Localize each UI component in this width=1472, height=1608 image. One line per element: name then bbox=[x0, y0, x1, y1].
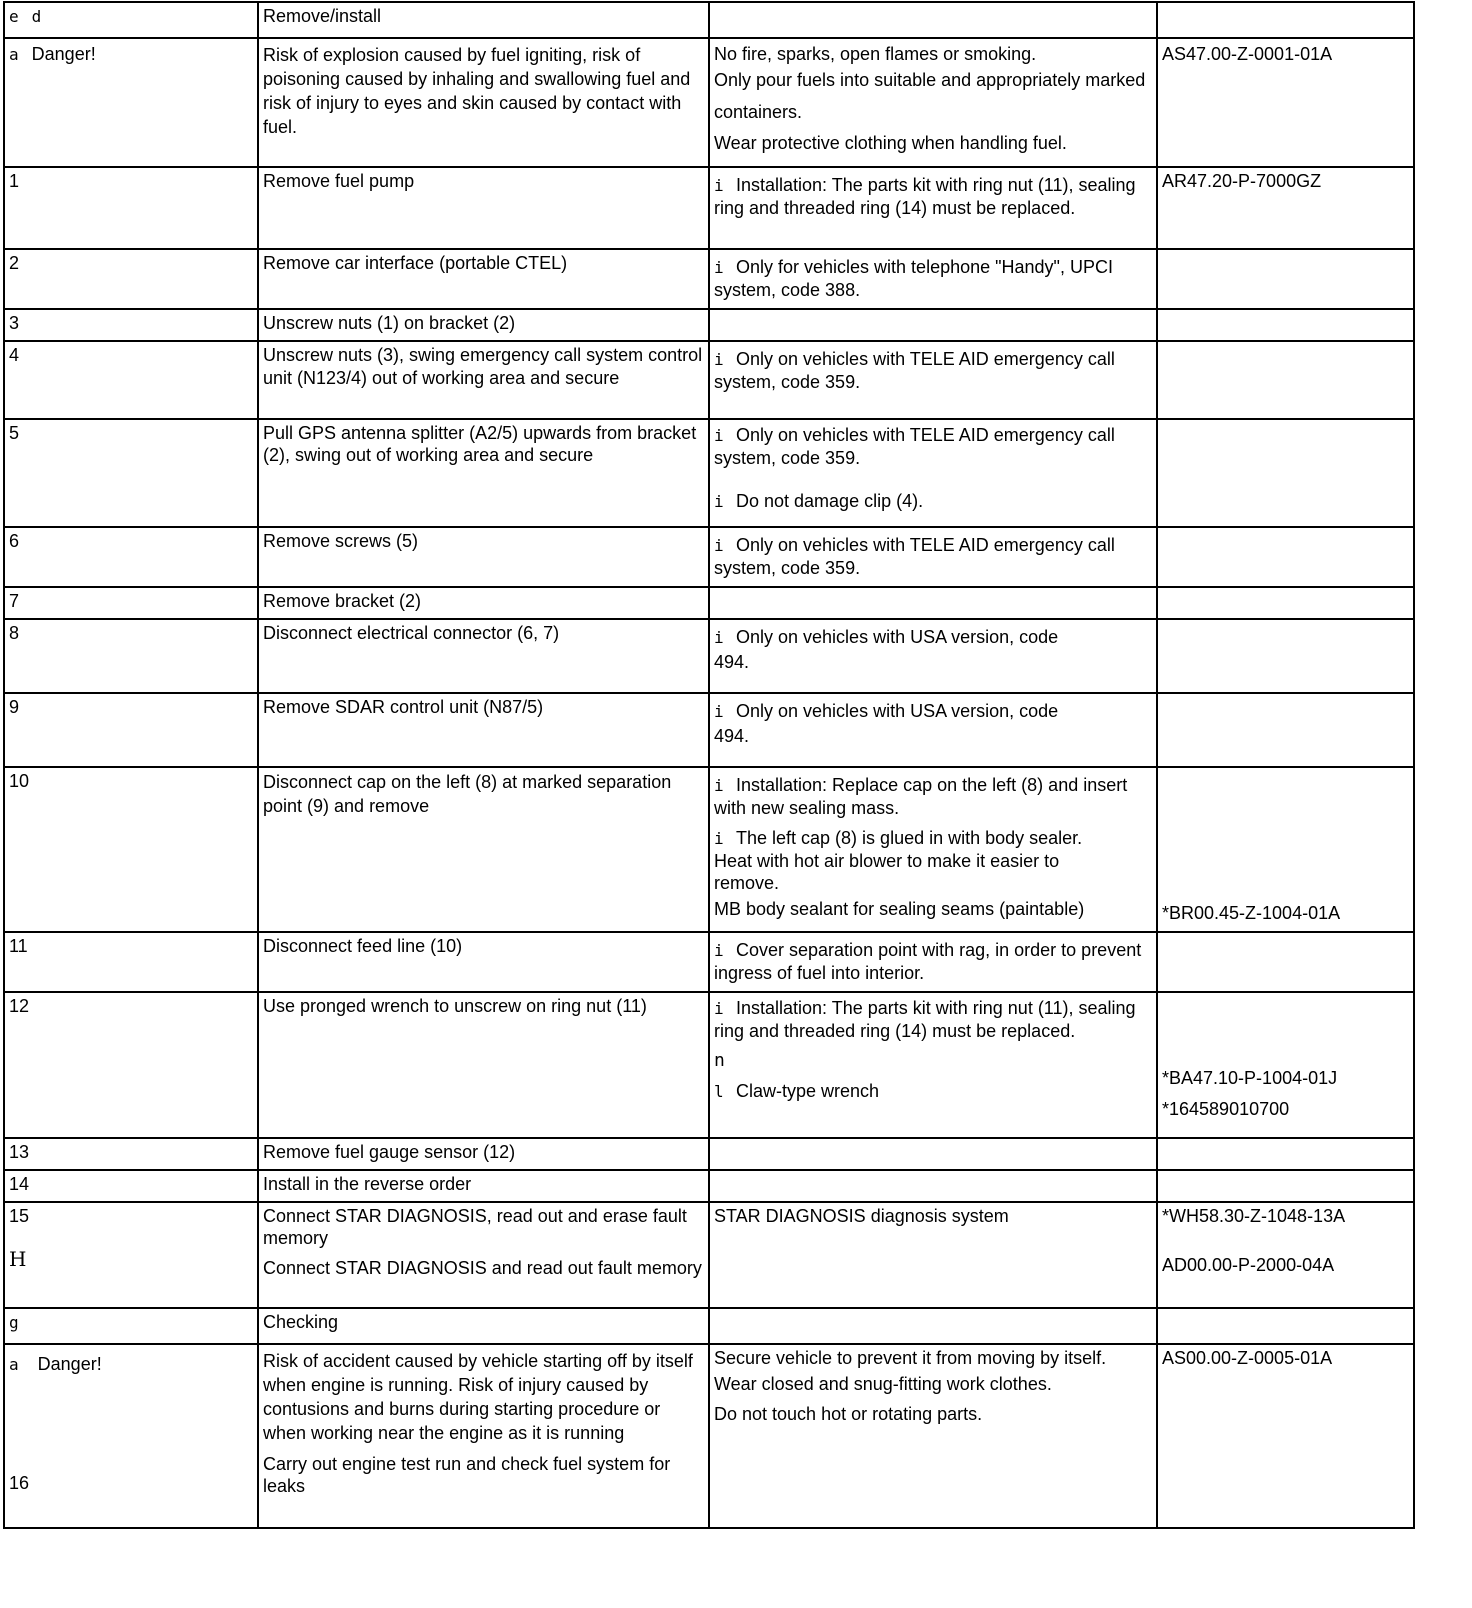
note-text: Installation: The parts kit with ring nut (11), sealing ring and threaded ring (14) must be replaced. bbox=[714, 175, 1136, 218]
measure-line: Do not touch hot or rotating parts. bbox=[714, 1404, 983, 1424]
empty-cell bbox=[709, 1170, 1157, 1202]
table-row bbox=[4, 587, 1414, 619]
step-text: Remove SDAR control unit (N87/5) bbox=[258, 693, 709, 767]
tool-icon: l bbox=[714, 1082, 724, 1101]
note-text: Only for vehicles with telephone "Handy", UPCI system, code 388. bbox=[714, 257, 1113, 300]
info-icon: i bbox=[714, 258, 724, 277]
step-text: Disconnect electrical connector (6, 7) bbox=[258, 619, 709, 693]
step-number: 6 bbox=[4, 527, 258, 587]
info-icon: i bbox=[714, 999, 724, 1018]
empty-cell bbox=[1157, 419, 1414, 527]
table-row bbox=[4, 419, 1414, 527]
step-number: 7 bbox=[4, 587, 258, 619]
doc-reference: AS47.00-Z-0001-01A bbox=[1157, 38, 1414, 167]
table-row bbox=[4, 932, 1414, 992]
note-text: The left cap (8) is glued in with body sealer. Heat with hot air blower to make it easier to remove. bbox=[714, 828, 1083, 893]
step-number: 10 bbox=[4, 767, 258, 932]
measure-line: Wear closed and snug-fitting work clothes. bbox=[714, 1374, 1052, 1394]
note-cell bbox=[709, 693, 1157, 767]
doc-reference: AR47.20-P-7000GZ bbox=[1157, 167, 1414, 249]
step-number: 13 bbox=[4, 1138, 258, 1170]
step-text: Remove bracket (2) bbox=[258, 587, 709, 619]
table-row bbox=[4, 341, 1414, 419]
remove-install-symbol-2: d bbox=[31, 7, 42, 26]
doc-reference-cell bbox=[1157, 992, 1414, 1138]
empty-cell bbox=[709, 587, 1157, 619]
note-cell bbox=[709, 932, 1157, 992]
danger-icon: a bbox=[9, 45, 19, 64]
info-icon: i bbox=[714, 350, 724, 369]
step-text: Connect STAR DIAGNOSIS, read out and erase fault memory bbox=[263, 1206, 687, 1248]
danger-icon: a bbox=[9, 1355, 19, 1374]
step-text: Install in the reverse order bbox=[258, 1170, 709, 1202]
empty-cell bbox=[1157, 249, 1414, 309]
empty-cell bbox=[709, 309, 1157, 341]
danger-text: Risk of explosion caused by fuel igniting, risk of poisoning caused by inhaling and swallowing fuel and risk of injury to eyes and skin caused by contact with fuel. bbox=[258, 38, 709, 167]
empty-cell bbox=[1157, 587, 1414, 619]
hint-symbol: H bbox=[9, 1247, 27, 1271]
step-number: 9 bbox=[4, 693, 258, 767]
section-title: Remove/install bbox=[258, 2, 709, 38]
info-icon: i bbox=[714, 176, 724, 195]
step-text: Remove fuel gauge sensor (12) bbox=[258, 1138, 709, 1170]
tool-name: Claw-type wrench bbox=[736, 1081, 880, 1101]
table-row bbox=[4, 693, 1414, 767]
danger-label: Danger! bbox=[31, 44, 96, 64]
table-row bbox=[4, 1344, 1414, 1528]
note-text: MB body sealant for sealing seams (paintable) bbox=[714, 899, 1085, 919]
empty-cell bbox=[709, 1308, 1157, 1344]
table-row bbox=[4, 619, 1414, 693]
info-icon: i bbox=[714, 829, 724, 848]
part-number: *164589010700 bbox=[1162, 1099, 1290, 1119]
table-row bbox=[4, 309, 1414, 341]
empty-cell bbox=[1157, 309, 1414, 341]
danger-measures bbox=[709, 38, 1157, 167]
step-text: Remove car interface (portable CTEL) bbox=[258, 249, 709, 309]
empty-cell bbox=[1157, 932, 1414, 992]
empty-cell bbox=[1157, 1308, 1414, 1344]
doc-reference: *BA47.10-P-1004-01J bbox=[1162, 1068, 1338, 1088]
table-row bbox=[4, 1138, 1414, 1170]
measure-line: Only pour fuels into suitable and appropriately marked containers. bbox=[714, 70, 1146, 122]
danger-text: Risk of accident caused by vehicle starting off by itself when engine is running. Risk of injury caused by contusions and burns during starting procedure or when working near the engine as it is running bbox=[263, 1351, 693, 1443]
step-text: Carry out engine test run and check fuel system for leaks bbox=[263, 1454, 671, 1496]
step-number: 8 bbox=[4, 619, 258, 693]
danger-cell bbox=[4, 1344, 258, 1528]
danger-label: Danger! bbox=[37, 1354, 102, 1374]
table-row bbox=[4, 1170, 1414, 1202]
note-cell bbox=[709, 249, 1157, 309]
step-text: Disconnect feed line (10) bbox=[258, 932, 709, 992]
step-number: 3 bbox=[4, 309, 258, 341]
measure-line: Wear protective clothing when handling fuel. bbox=[714, 133, 1067, 153]
checking-symbol-cell bbox=[4, 1308, 258, 1344]
note-text: Only on vehicles with TELE AID emergency call system, code 359. bbox=[714, 349, 1115, 392]
table-row bbox=[4, 1202, 1414, 1308]
danger-cell bbox=[4, 38, 258, 167]
step-number: 1 bbox=[4, 167, 258, 249]
doc-reference: AD00.00-P-2000-04A bbox=[1162, 1255, 1335, 1275]
info-icon: i bbox=[714, 536, 724, 555]
table-row bbox=[4, 527, 1414, 587]
doc-reference-cell bbox=[1157, 1202, 1414, 1308]
note-text: Only on vehicles with USA version, code 494. bbox=[714, 627, 1059, 672]
step-number: 11 bbox=[4, 932, 258, 992]
empty-cell bbox=[1157, 527, 1414, 587]
empty-cell bbox=[1157, 693, 1414, 767]
table-row bbox=[4, 992, 1414, 1138]
note-cell bbox=[709, 419, 1157, 527]
note-cell bbox=[709, 767, 1157, 932]
measure-line: No fire, sparks, open flames or smoking. bbox=[714, 44, 1037, 64]
checking-icon: g bbox=[9, 1313, 19, 1332]
doc-reference: AS00.00-Z-0005-01A bbox=[1157, 1344, 1414, 1528]
info-icon: i bbox=[714, 941, 724, 960]
empty-cell bbox=[1157, 1170, 1414, 1202]
step-number: 16 bbox=[9, 1473, 30, 1493]
step-text: Unscrew nuts (1) on bracket (2) bbox=[258, 309, 709, 341]
note-cell bbox=[709, 341, 1157, 419]
doc-reference: *WH58.30-Z-1048-13A bbox=[1162, 1206, 1346, 1226]
step-text: Remove fuel pump bbox=[258, 167, 709, 249]
table-row bbox=[4, 767, 1414, 932]
section-title: Checking bbox=[258, 1308, 709, 1344]
table-row bbox=[4, 249, 1414, 309]
note-text: Only on vehicles with TELE AID emergency call system, code 359. bbox=[714, 535, 1115, 578]
info-icon: i bbox=[714, 426, 724, 445]
note-cell bbox=[709, 619, 1157, 693]
note-text: Only on vehicles with TELE AID emergency call system, code 359. bbox=[714, 425, 1115, 468]
step-number: 4 bbox=[4, 341, 258, 419]
info-icon: i bbox=[714, 628, 724, 647]
step-number: 5 bbox=[4, 419, 258, 527]
step-cell bbox=[4, 2, 258, 38]
table-row bbox=[4, 1308, 1414, 1344]
note-text: Installation: Replace cap on the left (8) and insert with new sealing mass. bbox=[714, 775, 1128, 818]
table-row bbox=[4, 167, 1414, 249]
tool-symbol: n bbox=[714, 1050, 725, 1071]
step-text: Remove screws (5) bbox=[258, 527, 709, 587]
step-text: Disconnect cap on the left (8) at marked separation point (9) and remove bbox=[258, 767, 709, 932]
note-text: STAR DIAGNOSIS diagnosis system bbox=[709, 1202, 1157, 1308]
step-number: 12 bbox=[4, 992, 258, 1138]
info-icon: i bbox=[714, 492, 724, 511]
note-text: Do not damage clip (4). bbox=[736, 491, 924, 511]
procedure-table bbox=[3, 1, 1415, 1529]
empty-cell bbox=[1157, 1138, 1414, 1170]
note-cell bbox=[709, 992, 1157, 1138]
danger-measures bbox=[709, 1344, 1157, 1528]
note-text: Only on vehicles with USA version, code 494. bbox=[714, 701, 1059, 746]
empty-cell bbox=[709, 2, 1157, 38]
danger-text-cell bbox=[258, 1344, 709, 1528]
note-text: Installation: The parts kit with ring nut (11), sealing ring and threaded ring (14) must be replaced. bbox=[714, 998, 1136, 1041]
measure-line: Secure vehicle to prevent it from moving by itself. bbox=[714, 1348, 1107, 1368]
empty-cell bbox=[1157, 619, 1414, 693]
info-icon: i bbox=[714, 702, 724, 721]
note-cell bbox=[709, 527, 1157, 587]
note-cell bbox=[709, 167, 1157, 249]
remove-install-symbol: e bbox=[9, 7, 19, 26]
info-icon: i bbox=[714, 776, 724, 795]
empty-cell bbox=[1157, 2, 1414, 38]
table-row bbox=[4, 38, 1414, 167]
step-number: 14 bbox=[4, 1170, 258, 1202]
step-text: Use pronged wrench to unscrew on ring nut (11) bbox=[258, 992, 709, 1138]
step-number: 2 bbox=[4, 249, 258, 309]
table-row bbox=[4, 2, 1414, 38]
step-number-cell bbox=[4, 1202, 258, 1308]
empty-cell bbox=[1157, 341, 1414, 419]
doc-reference: *BR00.45-Z-1004-01A bbox=[1157, 767, 1414, 932]
step-text-cell bbox=[258, 1202, 709, 1308]
step-text: Unscrew nuts (3), swing emergency call system control unit (N123/4) out of working area and secure bbox=[258, 341, 709, 419]
step-text: Connect STAR DIAGNOSIS and read out fault memory bbox=[263, 1258, 702, 1278]
step-number: 15 bbox=[9, 1206, 30, 1226]
step-text: Pull GPS antenna splitter (A2/5) upwards from bracket (2), swing out of working area and secure bbox=[258, 419, 709, 527]
empty-cell bbox=[709, 1138, 1157, 1170]
note-text: Cover separation point with rag, in order to prevent ingress of fuel into interior. bbox=[714, 940, 1142, 983]
